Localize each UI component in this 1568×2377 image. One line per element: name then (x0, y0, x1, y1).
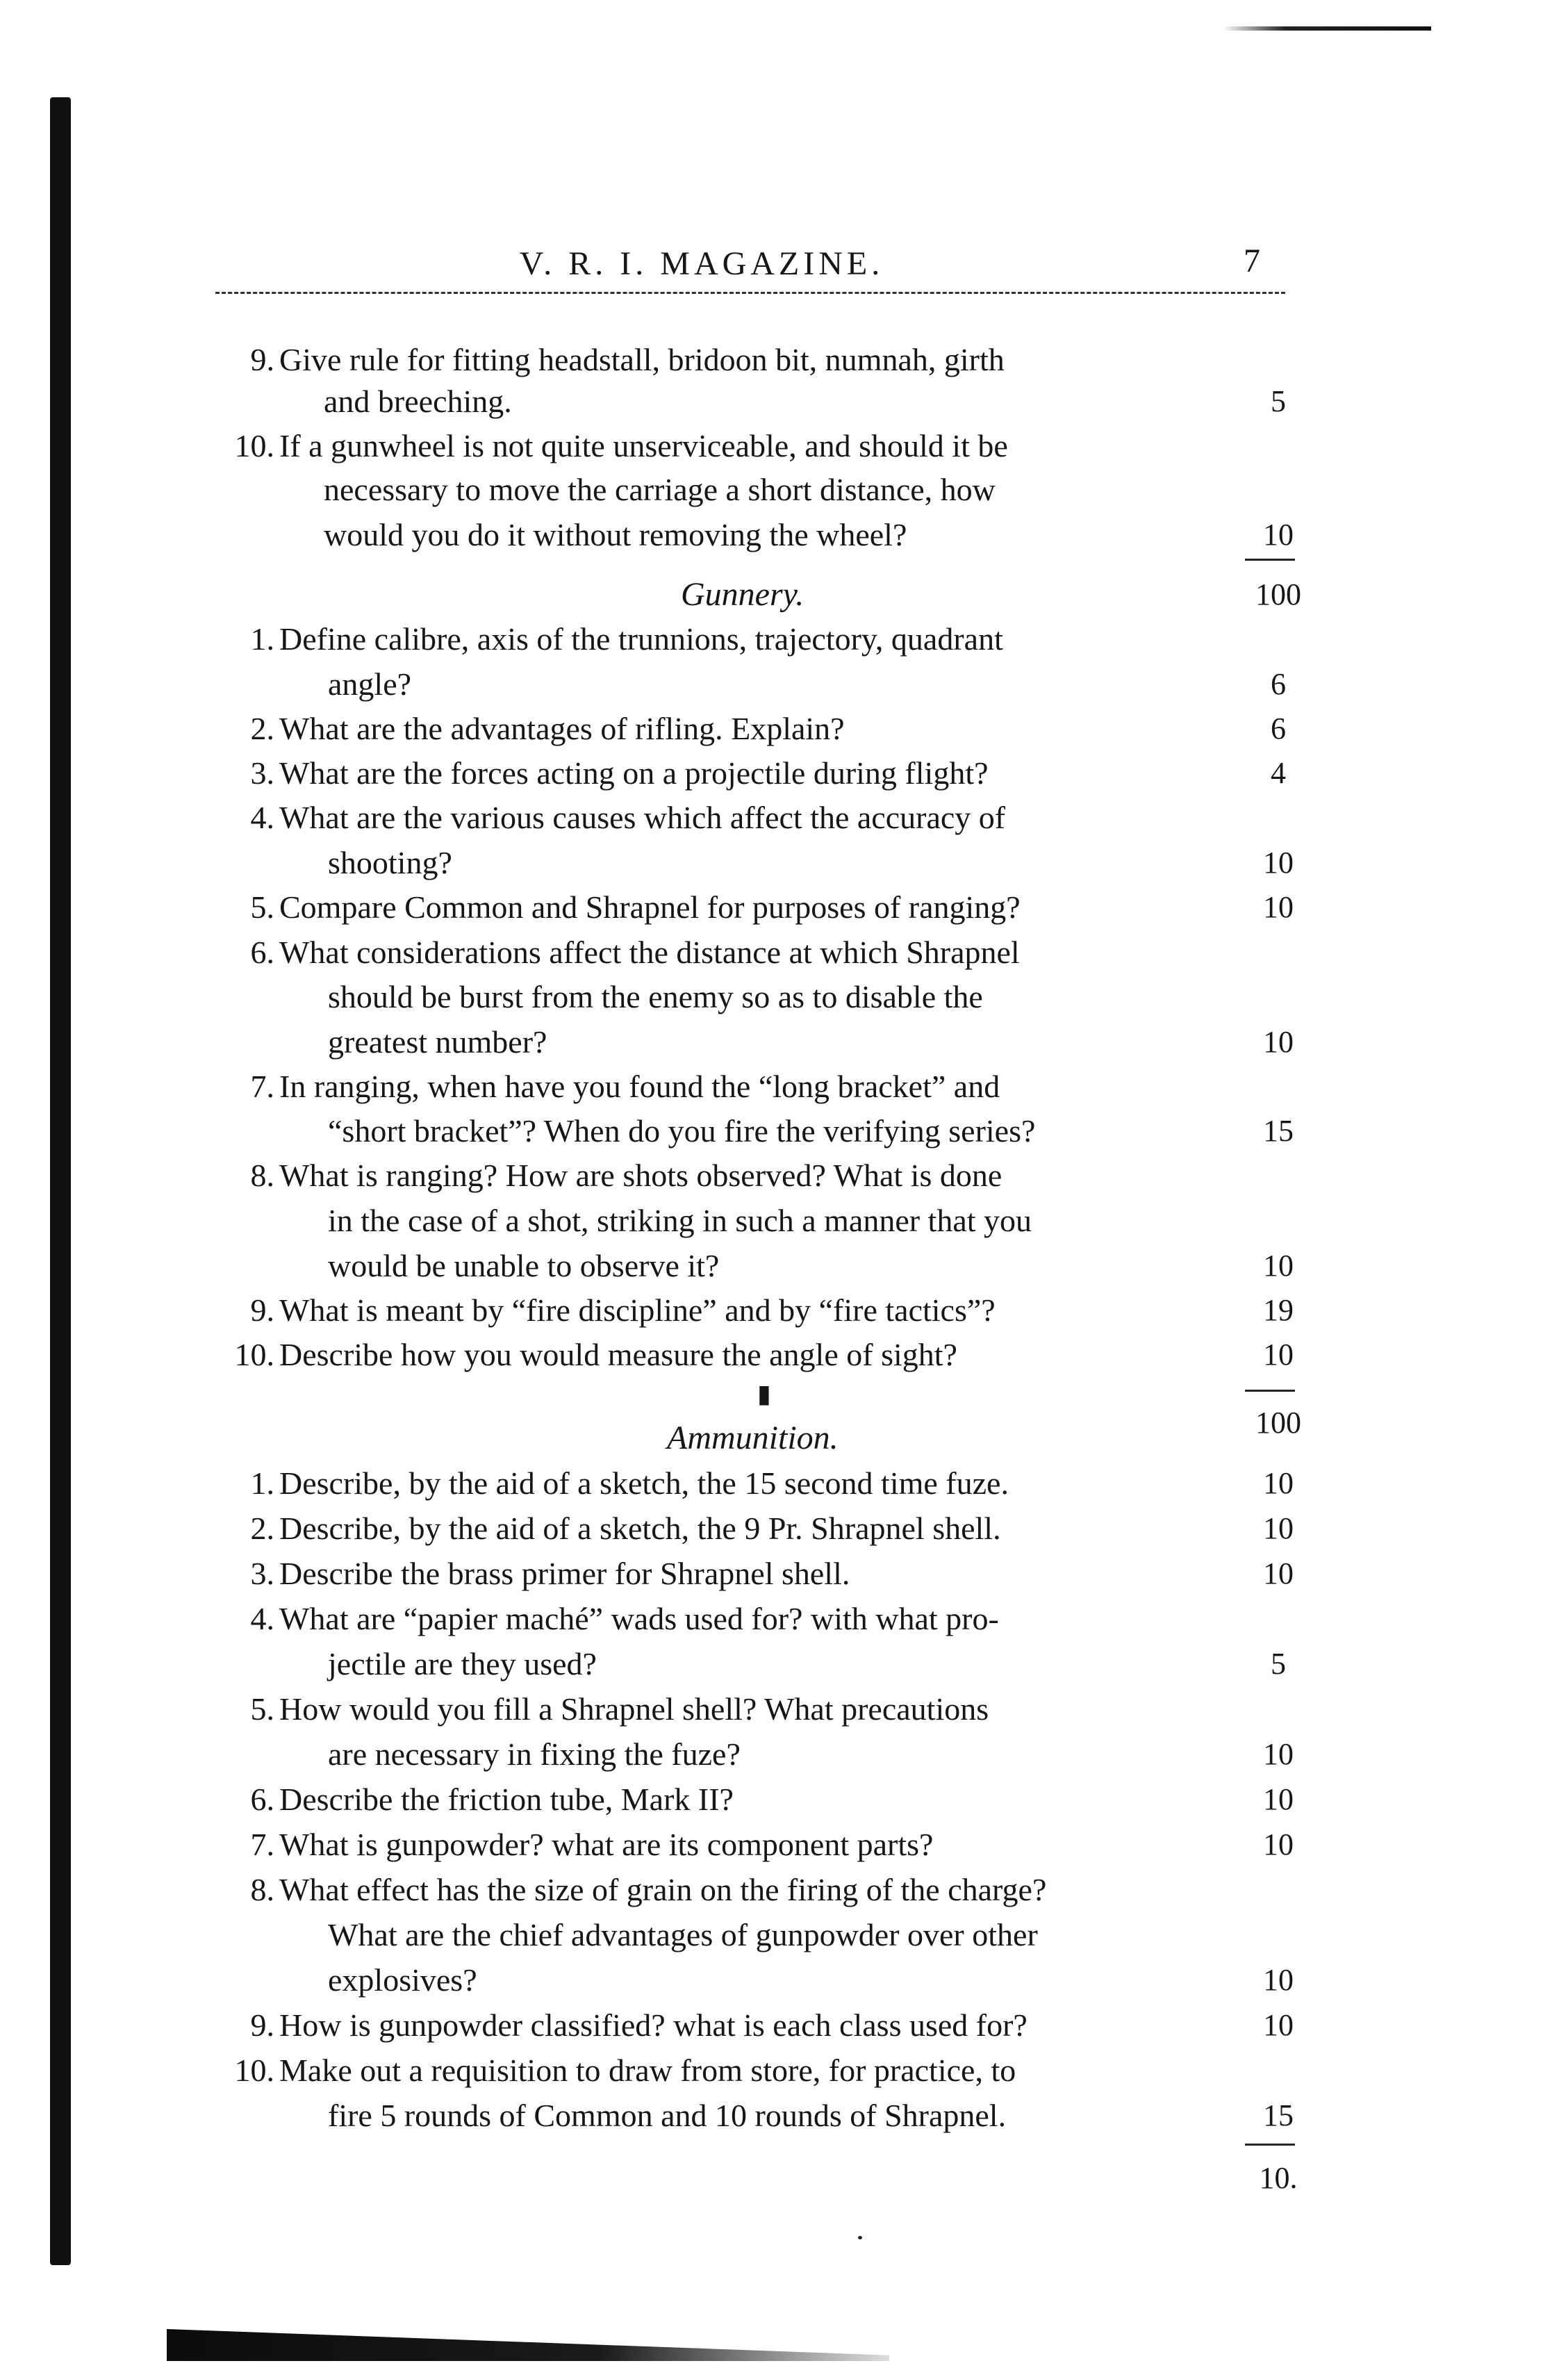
question-line: would you do it without removing the wheel? (324, 517, 907, 552)
question-line: “short bracket”? When do you fire the verifying series? (328, 1113, 1036, 1149)
question-marks: 10 (1263, 1827, 1294, 1861)
section-total: 100 (1255, 577, 1301, 611)
question-marks: 10 (1263, 1511, 1294, 1545)
question-marks: 10 (1263, 1737, 1294, 1771)
question-marks: 10 (1263, 518, 1294, 552)
question-line: Compare Common and Shrapnel for purposes of ranging? (279, 889, 1021, 925)
question-marks: 10 (1263, 846, 1294, 880)
question-line: jectile are they used? (328, 1646, 597, 1681)
question-line: necessary to move the carriage a short distance, how (324, 472, 996, 507)
question-marks: 6 (1271, 712, 1286, 746)
question-line: What are the various causes which affect the accuracy of (279, 800, 1006, 835)
question-marks: 5 (1271, 384, 1286, 418)
question-number: 4. (250, 800, 274, 835)
question-line: angle? (328, 666, 412, 702)
question-number: 6. (250, 1782, 274, 1817)
question-number: 7. (250, 1069, 274, 1104)
running-head: V. R. I. MAGAZINE. (519, 245, 884, 282)
question-line: What are the advantages of rifling. Explain? (279, 711, 845, 746)
question-line: explosives? (328, 1962, 477, 1998)
question-line: What is ranging? How are shots observed? What is done (279, 1158, 1002, 1193)
question-number: 9. (250, 2007, 274, 2043)
question-line: would be unable to observe it? (328, 1248, 720, 1283)
question-line: fire 5 rounds of Common and 10 rounds of Shrapnel. (328, 2098, 1007, 2133)
question-number: 2. (250, 1511, 274, 1546)
question-number: 10. (234, 1337, 274, 1372)
scan-edge-shadow (50, 97, 71, 2265)
question-line: Give rule for fitting headstall, bridoon bit, numnah, girth (279, 342, 1005, 377)
question-marks: 10 (1263, 1782, 1294, 1816)
question-line: How would you fill a Shrapnel shell? What precautions (279, 1691, 989, 1727)
scan-speck (858, 2236, 862, 2239)
question-marks: 10 (1263, 1025, 1294, 1059)
question-number: 10. (234, 428, 274, 463)
question-number: 9. (250, 342, 274, 377)
question-number: 9. (250, 1292, 274, 1328)
question-line: What is meant by “fire discipline” and by “fire tactics”? (279, 1292, 996, 1328)
question-line: Describe how you would measure the angle of sight? (279, 1337, 957, 1372)
question-marks: 15 (1263, 1114, 1294, 1148)
question-number: 8. (250, 1872, 274, 1907)
question-number: 5. (250, 889, 274, 925)
page-number: 7 (1244, 242, 1260, 279)
question-number: 3. (250, 1556, 274, 1591)
question-line: What effect has the size of grain on the firing of the charge? (279, 1872, 1047, 1907)
total-rule (1245, 1390, 1295, 1392)
question-marks: 10 (1263, 1249, 1294, 1283)
question-number: 1. (250, 621, 274, 657)
question-number: 3. (250, 755, 274, 791)
question-marks: 4 (1271, 756, 1286, 790)
question-number: 1. (250, 1465, 274, 1501)
question-line: What are “papier maché” wads used for? with what pro- (279, 1601, 999, 1636)
question-line: are necessary in fixing the fuze? (328, 1736, 741, 1772)
question-number: 10. (234, 2053, 274, 2088)
question-marks: 10 (1263, 2008, 1294, 2042)
question-line: in the case of a shot, striking in such a manner that you (328, 1203, 1032, 1238)
question-number: 8. (250, 1158, 274, 1193)
question-line: In ranging, when have you found the “long bracket” and (279, 1069, 1000, 1104)
question-marks: 15 (1263, 2098, 1294, 2132)
question-line: What considerations affect the distance at which Shrapnel (279, 935, 1020, 970)
question-line: Describe the friction tube, Mark II? (279, 1782, 734, 1817)
section-total: 100 (1255, 1406, 1301, 1440)
question-line: What are the forces acting on a projectile during flight? (279, 755, 989, 791)
question-line: Describe the brass primer for Shrapnel shell. (279, 1556, 850, 1591)
question-line: How is gunpowder classified? what is each class used for? (279, 2007, 1028, 2043)
scan-bottom-streak (167, 2329, 889, 2361)
question-marks: 6 (1271, 667, 1286, 701)
question-line: What are the chief advantages of gunpowder over other (328, 1917, 1038, 1952)
question-marks: 10 (1263, 1338, 1294, 1372)
question-line: should be burst from the enemy so as to disable the (328, 979, 983, 1014)
question-line: What is gunpowder? what are its component parts? (279, 1827, 934, 1862)
total-rule (1245, 559, 1295, 561)
question-marks: 5 (1271, 1647, 1286, 1681)
question-number: 5. (250, 1691, 274, 1727)
question-number: 2. (250, 711, 274, 746)
section-title-gunnery: Gunnery. (681, 576, 804, 613)
question-line: Describe, by the aid of a sketch, the 9 Pr. Shrapnel shell. (279, 1511, 1001, 1546)
section-title-ammunition: Ammunition. (667, 1420, 839, 1456)
question-marks: 10 (1263, 1466, 1294, 1500)
section-total: 10. (1259, 2161, 1298, 2195)
question-line: greatest number? (328, 1024, 547, 1060)
question-marks: 19 (1263, 1293, 1294, 1327)
ink-mark: ▮ (757, 1380, 771, 1408)
question-number: 4. (250, 1601, 274, 1636)
question-marks: 10 (1263, 1556, 1294, 1590)
question-line: Describe, by the aid of a sketch, the 15 second time fuze. (279, 1465, 1009, 1501)
question-marks: 10 (1263, 1963, 1294, 1997)
question-line: Make out a requisition to draw from store, for practice, to (279, 2053, 1016, 2088)
question-line: and breeching. (324, 384, 512, 419)
total-rule (1245, 2144, 1295, 2146)
question-line: shooting? (328, 845, 452, 880)
question-line: Define calibre, axis of the trunnions, trajectory, quadrant (279, 621, 1003, 657)
scan-top-streak (1223, 26, 1431, 31)
question-marks: 10 (1263, 890, 1294, 924)
question-number: 7. (250, 1827, 274, 1862)
question-number: 6. (250, 935, 274, 970)
header-rule (215, 292, 1285, 294)
question-line: If a gunwheel is not quite unserviceable, and should it be (279, 428, 1008, 463)
